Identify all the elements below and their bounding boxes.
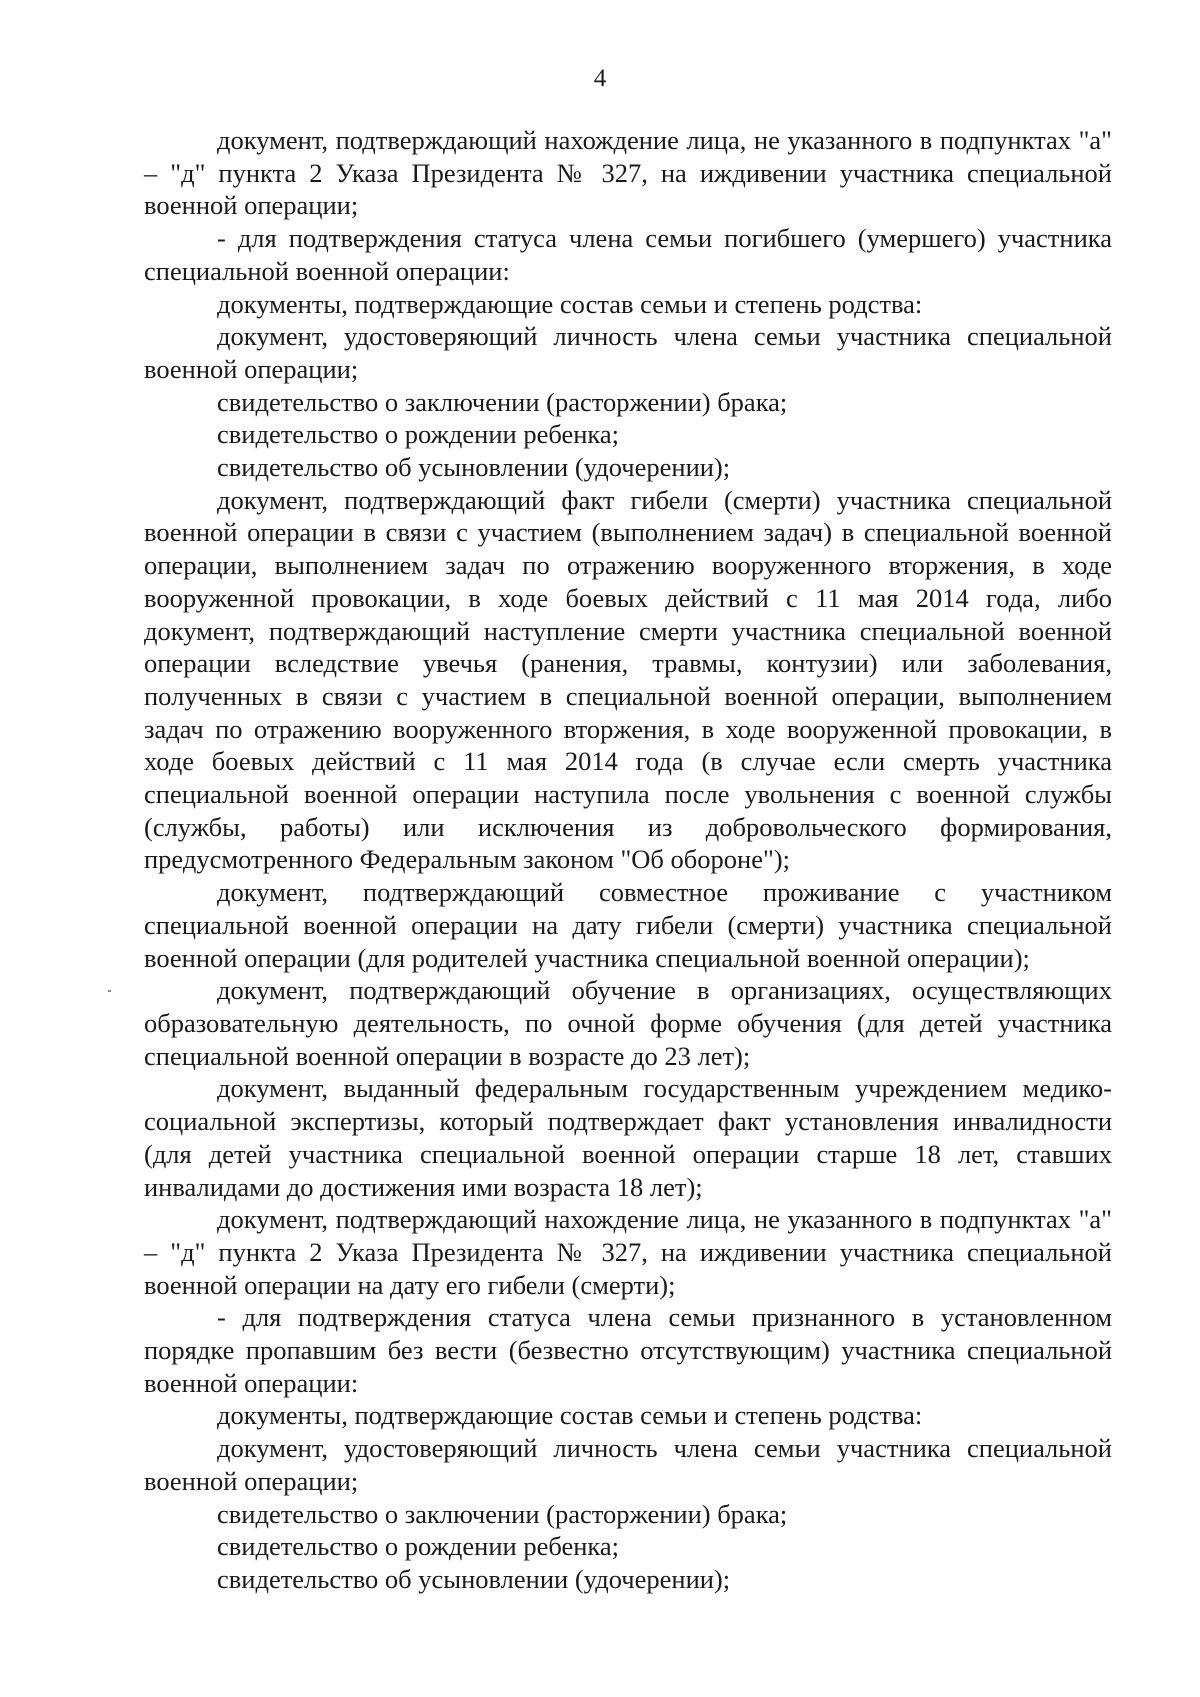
scan-artifact (108, 990, 111, 992)
paragraph: документ, подтверждающий нахождение лица, не указанного в подпунктах "а" – "д" пункта 2 Указа Президента № 327, на иждивении участника специальной военной операции на дату его гибели (смерти); (144, 1204, 1112, 1300)
paragraph: свидетельство о рождении ребенка; (217, 1531, 620, 1562)
paragraph: документ, подтверждающий факт гибели (смерти) участника специальной военной операции в связи с участием (выполнением задач) в специальной военной операции, выполнением задач по отражению вооруженного вторжения, в ходе вооруженной провокации, в ходе боевых действий с 11 мая 2014 года, либо документ, подтверждающий наступление смерти участника специальной военной операции вследствие увечья (ранения, травмы, контузии) или заболевания, полученных в связи с участием в специальной военной операции, выполнением задач по отражению вооруженного вторжения, в ходе вооруженной провокации, в ходе боевых действий с 11 мая 2014 года (в случае если смерть участника специальной военной операции наступила после увольнения с военной службы (службы, работы) или исключения из добровольческого формирования, предусмотренного Федеральным законом "Об обороне"); (144, 484, 1112, 875)
paragraph: свидетельство о заключении (расторжении) брака; (217, 386, 788, 417)
paragraph: документы, подтверждающие состав семьи и степень родства: (217, 1400, 923, 1431)
paragraph: - для подтверждения статуса члена семьи признанного в установленном порядке пропавшим без вести (безвестно отсутствующим) участника специальной военной операции: (144, 1302, 1112, 1398)
page-number: 4 (593, 65, 607, 92)
paragraph: документ, подтверждающий нахождение лица, не указанного в подпунктах "а" – "д" пункта 2 Указа Президента № 327, на иждивении участника специальной военной операции; (144, 125, 1112, 221)
paragraph: документ, подтверждающий совместное проживание с участником специальной военной операции на дату гибели (смерти) участника специальной военной операции (для родителей участника специальной военной операции); (144, 877, 1112, 973)
document-body (144, 124, 1112, 1596)
paragraph: документ, удостоверяющий личность члена семьи участника специальной военной операции; (144, 321, 1112, 384)
paragraph: документ, выданный федеральным государственным учреждением медико-социальной экспертизы, который подтверждает факт установления инвалидности (для детей участника специальной военной операции старше 18 лет, ставших инвалидами до достижения ими возраста 18 лет); (144, 1073, 1112, 1202)
paragraph: документ, удостоверяющий личность члена семьи участника специальной военной операции; (144, 1433, 1112, 1496)
paragraph: свидетельство об усыновлении (удочерении); (217, 452, 731, 483)
paragraph: документы, подтверждающие состав семьи и степень родства: (217, 288, 923, 319)
paragraph: свидетельство о рождении ребенка; (217, 419, 620, 450)
paragraph: документ, подтверждающий обучение в организациях, осуществляющих образовательную деятельность, по очной форме обучения (для детей участника специальной военной операции в возрасте до 23 лет); (144, 975, 1112, 1071)
paragraph: свидетельство об усыновлении (удочерении); (217, 1563, 731, 1594)
paragraph: свидетельство о заключении (расторжении) брака; (217, 1498, 788, 1529)
paragraph: - для подтверждения статуса члена семьи погибшего (умершего) участника специальной военной операции: (144, 223, 1112, 286)
